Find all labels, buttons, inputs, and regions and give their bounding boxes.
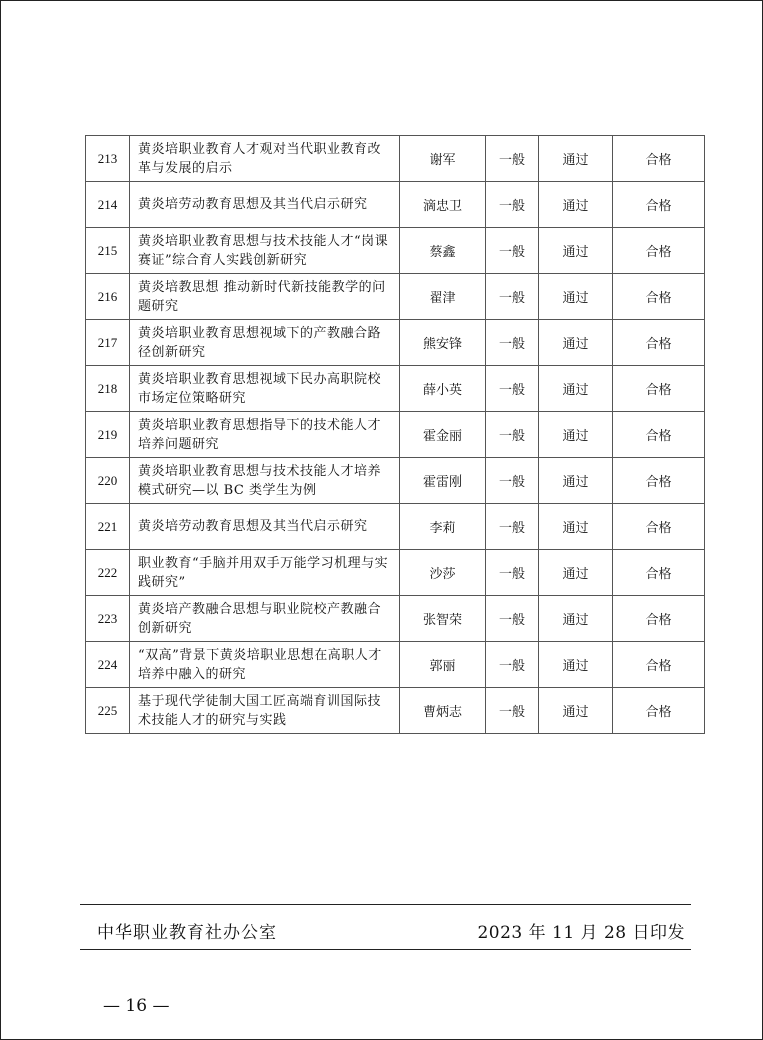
person-in-charge: 张智荣 — [400, 596, 486, 642]
table-row — [86, 366, 705, 412]
review-status: 通过 — [539, 504, 613, 550]
result-grade: 合格 — [613, 182, 705, 228]
person-in-charge: 薛小英 — [400, 366, 486, 412]
project-title: 黄炎培产教融合思想与职业院校产教融合创新研究 — [130, 596, 400, 642]
issuing-office: 中华职业教育社办公室 — [97, 923, 277, 943]
project-title: 黄炎培职业教育思想视域下的产教融合路径创新研究 — [130, 320, 400, 366]
result-grade: 合格 — [613, 688, 705, 734]
result-grade: 合格 — [613, 504, 705, 550]
table-row — [86, 182, 705, 228]
review-status: 通过 — [539, 274, 613, 320]
project-title: 黄炎培职业教育思想与技术技能人才“岗课赛证”综合育人实践创新研究 — [130, 228, 400, 274]
project-category: 一般 — [486, 458, 539, 504]
review-status: 通过 — [539, 412, 613, 458]
table-row — [86, 550, 705, 596]
page-number: — 16 — — [103, 996, 170, 1016]
table-row — [86, 320, 705, 366]
result-grade: 合格 — [613, 136, 705, 182]
person-in-charge: 翟津 — [400, 274, 486, 320]
person-in-charge: 蔡鑫 — [400, 228, 486, 274]
result-grade: 合格 — [613, 642, 705, 688]
table-row — [86, 642, 705, 688]
row-number: 222 — [86, 550, 130, 596]
project-title: 黄炎培劳动教育思想及其当代启示研究 — [130, 182, 400, 228]
issue-date: 2023 年 11 月 28 日印发 — [477, 923, 685, 943]
person-in-charge: 李莉 — [400, 504, 486, 550]
footer-rule-bottom — [80, 949, 691, 950]
row-number: 215 — [86, 228, 130, 274]
result-grade: 合格 — [613, 366, 705, 412]
project-category: 一般 — [486, 320, 539, 366]
person-in-charge: 曹炳志 — [400, 688, 486, 734]
row-number: 224 — [86, 642, 130, 688]
review-status: 通过 — [539, 458, 613, 504]
project-title: 黄炎培职业教育思想指导下的技术能人才培养问题研究 — [130, 412, 400, 458]
project-category: 一般 — [486, 504, 539, 550]
project-category: 一般 — [486, 596, 539, 642]
table-row — [86, 596, 705, 642]
row-number: 223 — [86, 596, 130, 642]
row-number: 217 — [86, 320, 130, 366]
table-row — [86, 458, 705, 504]
person-in-charge: 霍雷刚 — [400, 458, 486, 504]
row-number: 225 — [86, 688, 130, 734]
review-status: 通过 — [539, 596, 613, 642]
person-in-charge: 熊安锋 — [400, 320, 486, 366]
project-category: 一般 — [486, 550, 539, 596]
project-title: 黄炎培职业教育思想与技术技能人才培养模式研究—以 BC 类学生为例 — [130, 458, 400, 504]
person-in-charge: 沙莎 — [400, 550, 486, 596]
result-grade: 合格 — [613, 228, 705, 274]
table-row — [86, 274, 705, 320]
review-status: 通过 — [539, 642, 613, 688]
row-number: 216 — [86, 274, 130, 320]
table-row — [86, 504, 705, 550]
table-row — [86, 136, 705, 182]
review-status: 通过 — [539, 182, 613, 228]
project-category: 一般 — [486, 136, 539, 182]
review-status: 通过 — [539, 366, 613, 412]
result-grade: 合格 — [613, 596, 705, 642]
row-number: 220 — [86, 458, 130, 504]
review-status: 通过 — [539, 320, 613, 366]
project-category: 一般 — [486, 274, 539, 320]
row-number: 219 — [86, 412, 130, 458]
project-title: 职业教育“手脑并用双手万能学习机理与实践研究” — [130, 550, 400, 596]
row-number: 221 — [86, 504, 130, 550]
review-status: 通过 — [539, 688, 613, 734]
project-results-table — [85, 135, 705, 734]
project-title: 黄炎培教思想 推动新时代新技能教学的问题研究 — [130, 274, 400, 320]
project-category: 一般 — [486, 642, 539, 688]
project-title: 黄炎培职业教育人才观对当代职业教育改革与发展的启示 — [130, 136, 400, 182]
table-row — [86, 412, 705, 458]
result-grade: 合格 — [613, 458, 705, 504]
review-status: 通过 — [539, 136, 613, 182]
project-category: 一般 — [486, 688, 539, 734]
project-title: 黄炎培职业教育思想视域下民办高职院校市场定位策略研究 — [130, 366, 400, 412]
project-title: 黄炎培劳动教育思想及其当代启示研究 — [130, 504, 400, 550]
project-category: 一般 — [486, 366, 539, 412]
person-in-charge: 滴忠卫 — [400, 182, 486, 228]
project-title: “双高”背景下黄炎培职业思想在高职人才培养中融入的研究 — [130, 642, 400, 688]
person-in-charge: 谢军 — [400, 136, 486, 182]
result-grade: 合格 — [613, 550, 705, 596]
review-status: 通过 — [539, 550, 613, 596]
result-grade: 合格 — [613, 320, 705, 366]
project-category: 一般 — [486, 182, 539, 228]
row-number: 213 — [86, 136, 130, 182]
review-status: 通过 — [539, 228, 613, 274]
project-category: 一般 — [486, 412, 539, 458]
table-row — [86, 688, 705, 734]
person-in-charge: 郭丽 — [400, 642, 486, 688]
project-title: 基于现代学徒制大国工匠高端育训国际技术技能人才的研究与实践 — [130, 688, 400, 734]
project-category: 一般 — [486, 228, 539, 274]
person-in-charge: 霍金丽 — [400, 412, 486, 458]
row-number: 214 — [86, 182, 130, 228]
table-body — [86, 136, 705, 734]
row-number: 218 — [86, 366, 130, 412]
table-row — [86, 228, 705, 274]
result-grade: 合格 — [613, 274, 705, 320]
result-grade: 合格 — [613, 412, 705, 458]
footer-rule-top — [80, 904, 691, 905]
